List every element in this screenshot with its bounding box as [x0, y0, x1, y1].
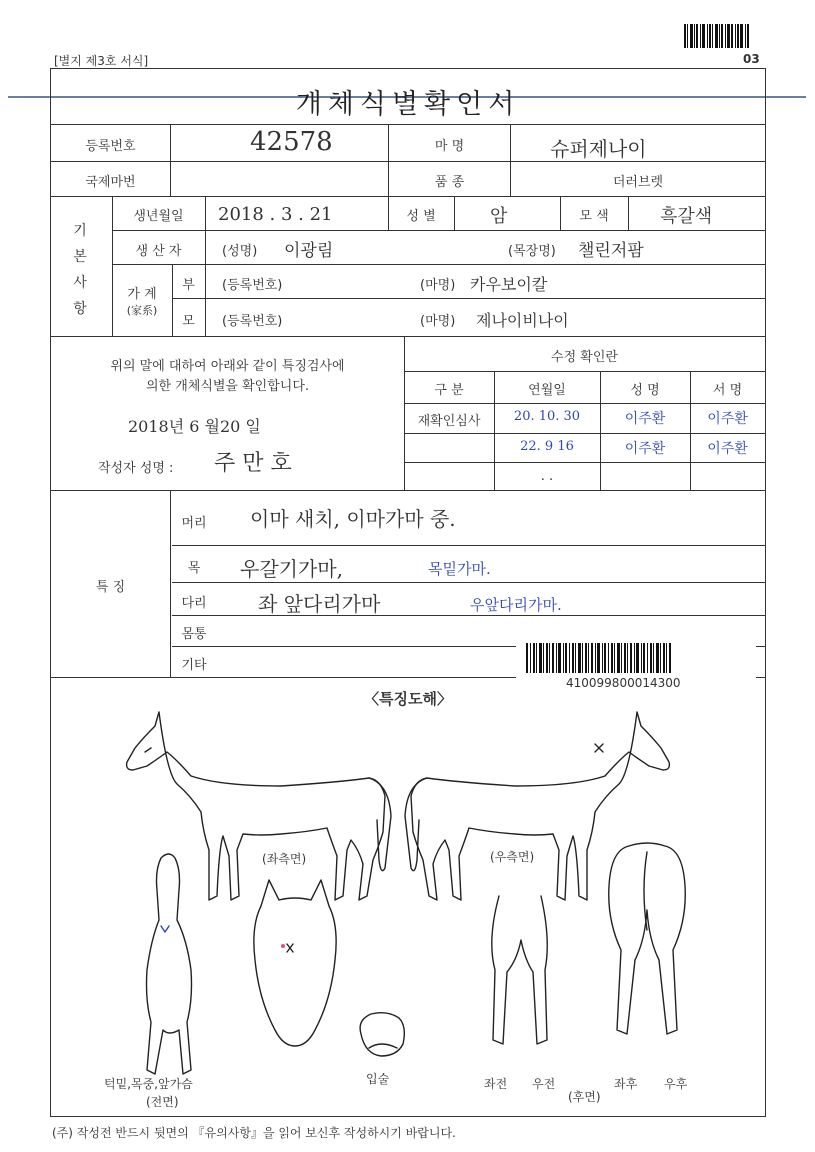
muzzle-view: [360, 1013, 404, 1056]
pedigree-label: 가 계: [127, 287, 157, 302]
producer-name-label: (성명): [222, 244, 258, 259]
statement-line2: 의한 개체식별을 확인합니다.: [145, 379, 310, 394]
feature-neck-extra: 목밑가마.: [428, 560, 491, 578]
revision-row3-date: . .: [540, 469, 554, 484]
revision-title: 수정 확인란: [551, 350, 618, 365]
breed-value: 더러브렛: [612, 175, 664, 190]
front-legs-view: [492, 896, 547, 1044]
producer-label: 생 산 자: [135, 244, 182, 259]
revision-row2-date: 22. 9 16: [520, 439, 574, 454]
color-value: 흑갈색: [660, 206, 713, 227]
confirm-date: 2018년 6 월20 일: [128, 417, 261, 436]
footnote: (주) 작성전 반드시 뒷면의 『유의사항』을 읽어 보신후 작성하시기 바랍니다.: [52, 1126, 456, 1140]
right-side-caption: (우측면): [490, 850, 535, 864]
feature-leg-value: 좌 앞다리가마: [258, 592, 381, 616]
statement-line1: 위의 말에 대하여 아래와 같이 특징검사에: [110, 359, 345, 374]
producer-name: 이광림: [284, 241, 334, 261]
form-number: [별지 제3호 서식]: [54, 54, 149, 68]
sire-name-label: (마명): [420, 278, 456, 293]
feature-body-label: 몸통: [181, 627, 207, 642]
farm-label: (목장명): [508, 244, 556, 259]
revision-header-sign: 서 명: [712, 383, 743, 398]
revision-header-type: 구 분: [434, 383, 464, 398]
rear-left-caption: 좌후: [614, 1077, 638, 1091]
feature-head-value: 이마 새치, 이마가마 중.: [250, 507, 456, 531]
diagram-title: 〈특징도해〉: [364, 690, 452, 708]
head-front-view: [254, 880, 336, 1046]
left-side-horse: [127, 712, 391, 900]
revision-row2-name: 이주환: [624, 441, 666, 457]
revision-row1-sign: 이주환: [707, 411, 748, 427]
intl-no-label: 국제마번: [85, 175, 136, 190]
dam-label: 모: [182, 314, 195, 329]
sire-name: 카우보이칼: [470, 275, 548, 294]
top-barcode: [684, 24, 762, 48]
color-label: 모 색: [579, 209, 609, 224]
writer-signature: 주 만 호: [214, 451, 292, 476]
basic-section-label: 기본사항: [73, 223, 87, 317]
feature-leg-extra: 우앞다리가마.: [470, 596, 562, 614]
muzzle-caption: 입술: [366, 1072, 390, 1086]
horse-diagrams: [51, 700, 765, 1116]
front-chest-view: [147, 854, 192, 1074]
form-title: 개체식별확인서: [295, 89, 521, 120]
sex-label: 성 별: [406, 209, 436, 224]
page-number: 03: [743, 52, 760, 66]
revision-row1-date: 20. 10. 30: [513, 409, 581, 424]
front-right-caption: 우전: [532, 1077, 556, 1091]
front-view-caption: (전면): [146, 1095, 179, 1109]
sire-reg-label: (등록번호): [222, 278, 283, 293]
feature-neck-value: 우갈기가마,: [240, 557, 343, 581]
rear-view-caption: (후면): [568, 1090, 601, 1104]
revision-header-name: 성 명: [630, 383, 660, 398]
feature-neck-label: 목: [187, 561, 201, 576]
features-section-label: 특 징: [95, 580, 126, 595]
pedigree-sub: (家系): [126, 304, 158, 317]
writer-label: 작성자 성명 :: [98, 461, 174, 476]
rear-view: [609, 843, 686, 1034]
sticker-barcode: [526, 643, 746, 673]
right-side-horse: [405, 712, 669, 900]
feature-etc-label: 기타: [181, 658, 207, 673]
birth-label: 생년월일: [133, 209, 184, 224]
birth-value: 2018 . 3 . 21: [218, 204, 333, 225]
revision-row1-type: 재확인심사: [417, 414, 481, 429]
farm-value: 챌린저팜: [578, 241, 644, 261]
dam-name: 제나이비나이: [476, 311, 569, 330]
revision-row1-name: 이주환: [624, 411, 666, 427]
rear-right-caption: 우후: [664, 1077, 688, 1091]
dam-reg-label: (등록번호): [222, 314, 283, 329]
front-left-caption: 좌전: [484, 1077, 508, 1091]
horse-name-label: 마 명: [434, 139, 465, 154]
revision-header-date: 연월일: [528, 383, 566, 398]
breed-label: 품 종: [434, 175, 465, 190]
left-side-caption: (좌측면): [262, 852, 307, 866]
sticker-barcode-number: 410099800014300: [566, 676, 681, 690]
dam-name-label: (마명): [420, 314, 456, 329]
front-caption: 턱밑,목중,앞가슴: [104, 1077, 193, 1091]
revision-row2-sign: 이주환: [707, 441, 748, 457]
reg-no-value: 42578: [250, 127, 333, 157]
sire-label: 부: [182, 278, 195, 293]
sex-value: 암: [490, 206, 508, 227]
feature-leg-label: 다리: [181, 596, 207, 611]
horse-name-value: 슈퍼제나이: [550, 137, 647, 161]
feature-head-label: 머리: [181, 516, 207, 531]
reg-no-label: 등록번호: [85, 139, 136, 154]
